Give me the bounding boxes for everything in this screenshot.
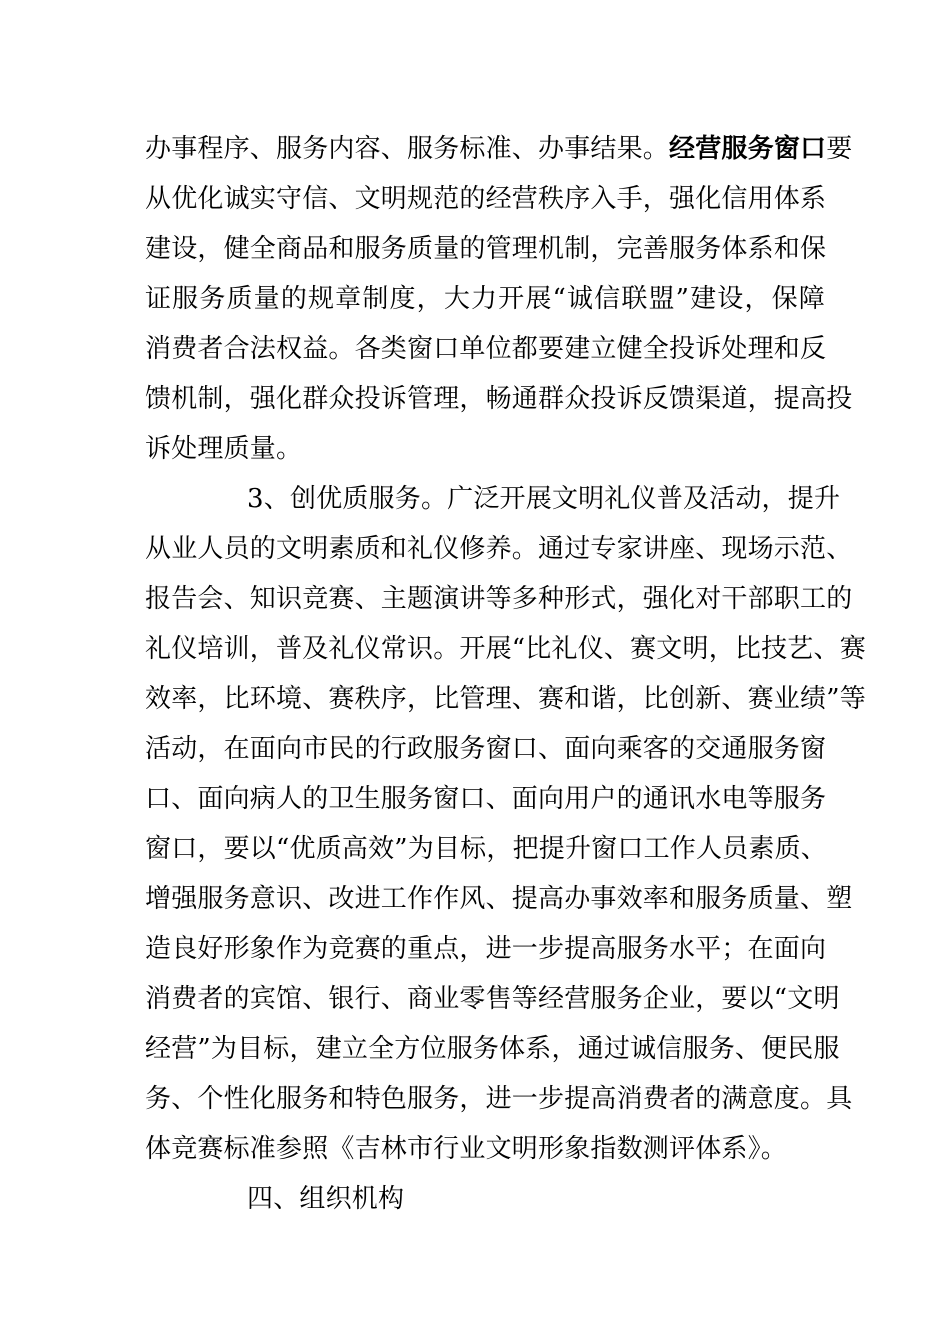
text-line: 报告会、知识竞赛、主题演讲等多种形式，强化对干部职工的: [145, 584, 853, 614]
text-line: 体竞赛标准参照《吉林市行业文明形象指数测评体系》。: [145, 1134, 788, 1164]
text-line: 证服务质量的规章制度，大力开展“诚信联盟”建设，保障: [145, 284, 825, 314]
text-line: 务、个性化服务和特色服务，进一步提高消费者的满意度。具: [145, 1084, 853, 1114]
text-line: 增强服务意识、改进工作作风、提高办事效率和服务质量、塑: [145, 884, 853, 914]
text-line: 窗口，要以“优质高效”为目标，把提升窗口工作人员素质、: [145, 834, 827, 864]
text-line: 活动，在面向市民的行政服务窗口、面向乘客的交通服务窗: [145, 734, 827, 764]
text-line: 消费者合法权益。各类窗口单位都要建立健全投诉处理和反: [145, 334, 827, 364]
bold-term: 经营服务窗口: [669, 134, 827, 164]
text-line: 馈机制，强化群众投诉管理，畅通群众投诉反馈渠道，提高投: [145, 384, 853, 414]
text-line: 礼仪培训，普及礼仪常识。开展“比礼仪、赛文明，比技艺、赛: [145, 634, 866, 664]
text-line: 消费者的宾馆、银行、商业零售等经营服务企业，要以“文明: [145, 984, 840, 1014]
text-line: [145, 129, 853, 169]
text-line: 从优化诚实守信、文明规范的经营秩序入手，强化信用体系: [145, 184, 827, 214]
text-line: 建设，健全商品和服务质量的管理机制，完善服务体系和保: [145, 234, 827, 264]
text-line: 口、面向病人的卫生服务窗口、面向用户的通讯水电等服务: [145, 784, 827, 814]
text-line: 效率，比环境、赛秩序，比管理、赛和谐，比创新、赛业绩”等: [145, 684, 866, 714]
text-line: 经营”为目标，建立全方位服务体系，通过诚信服务、便民服: [145, 1034, 840, 1064]
text-line: 从业人员的文明素质和礼仪修养。通过专家讲座、现场示范、: [145, 534, 853, 564]
section-heading: 四、组织机构: [247, 1184, 405, 1214]
text-line: 造良好形象作为竞赛的重点，进一步提高服务水平；在面向: [145, 934, 827, 964]
text-run: 要: [826, 134, 853, 164]
text-line: 诉处理质量。: [145, 434, 303, 464]
text-line: 3、创优质服务。广泛开展文明礼仪普及活动，提升: [247, 484, 841, 514]
text-run: 办事程序、服务内容、服务标准、办事结果。: [145, 134, 670, 164]
